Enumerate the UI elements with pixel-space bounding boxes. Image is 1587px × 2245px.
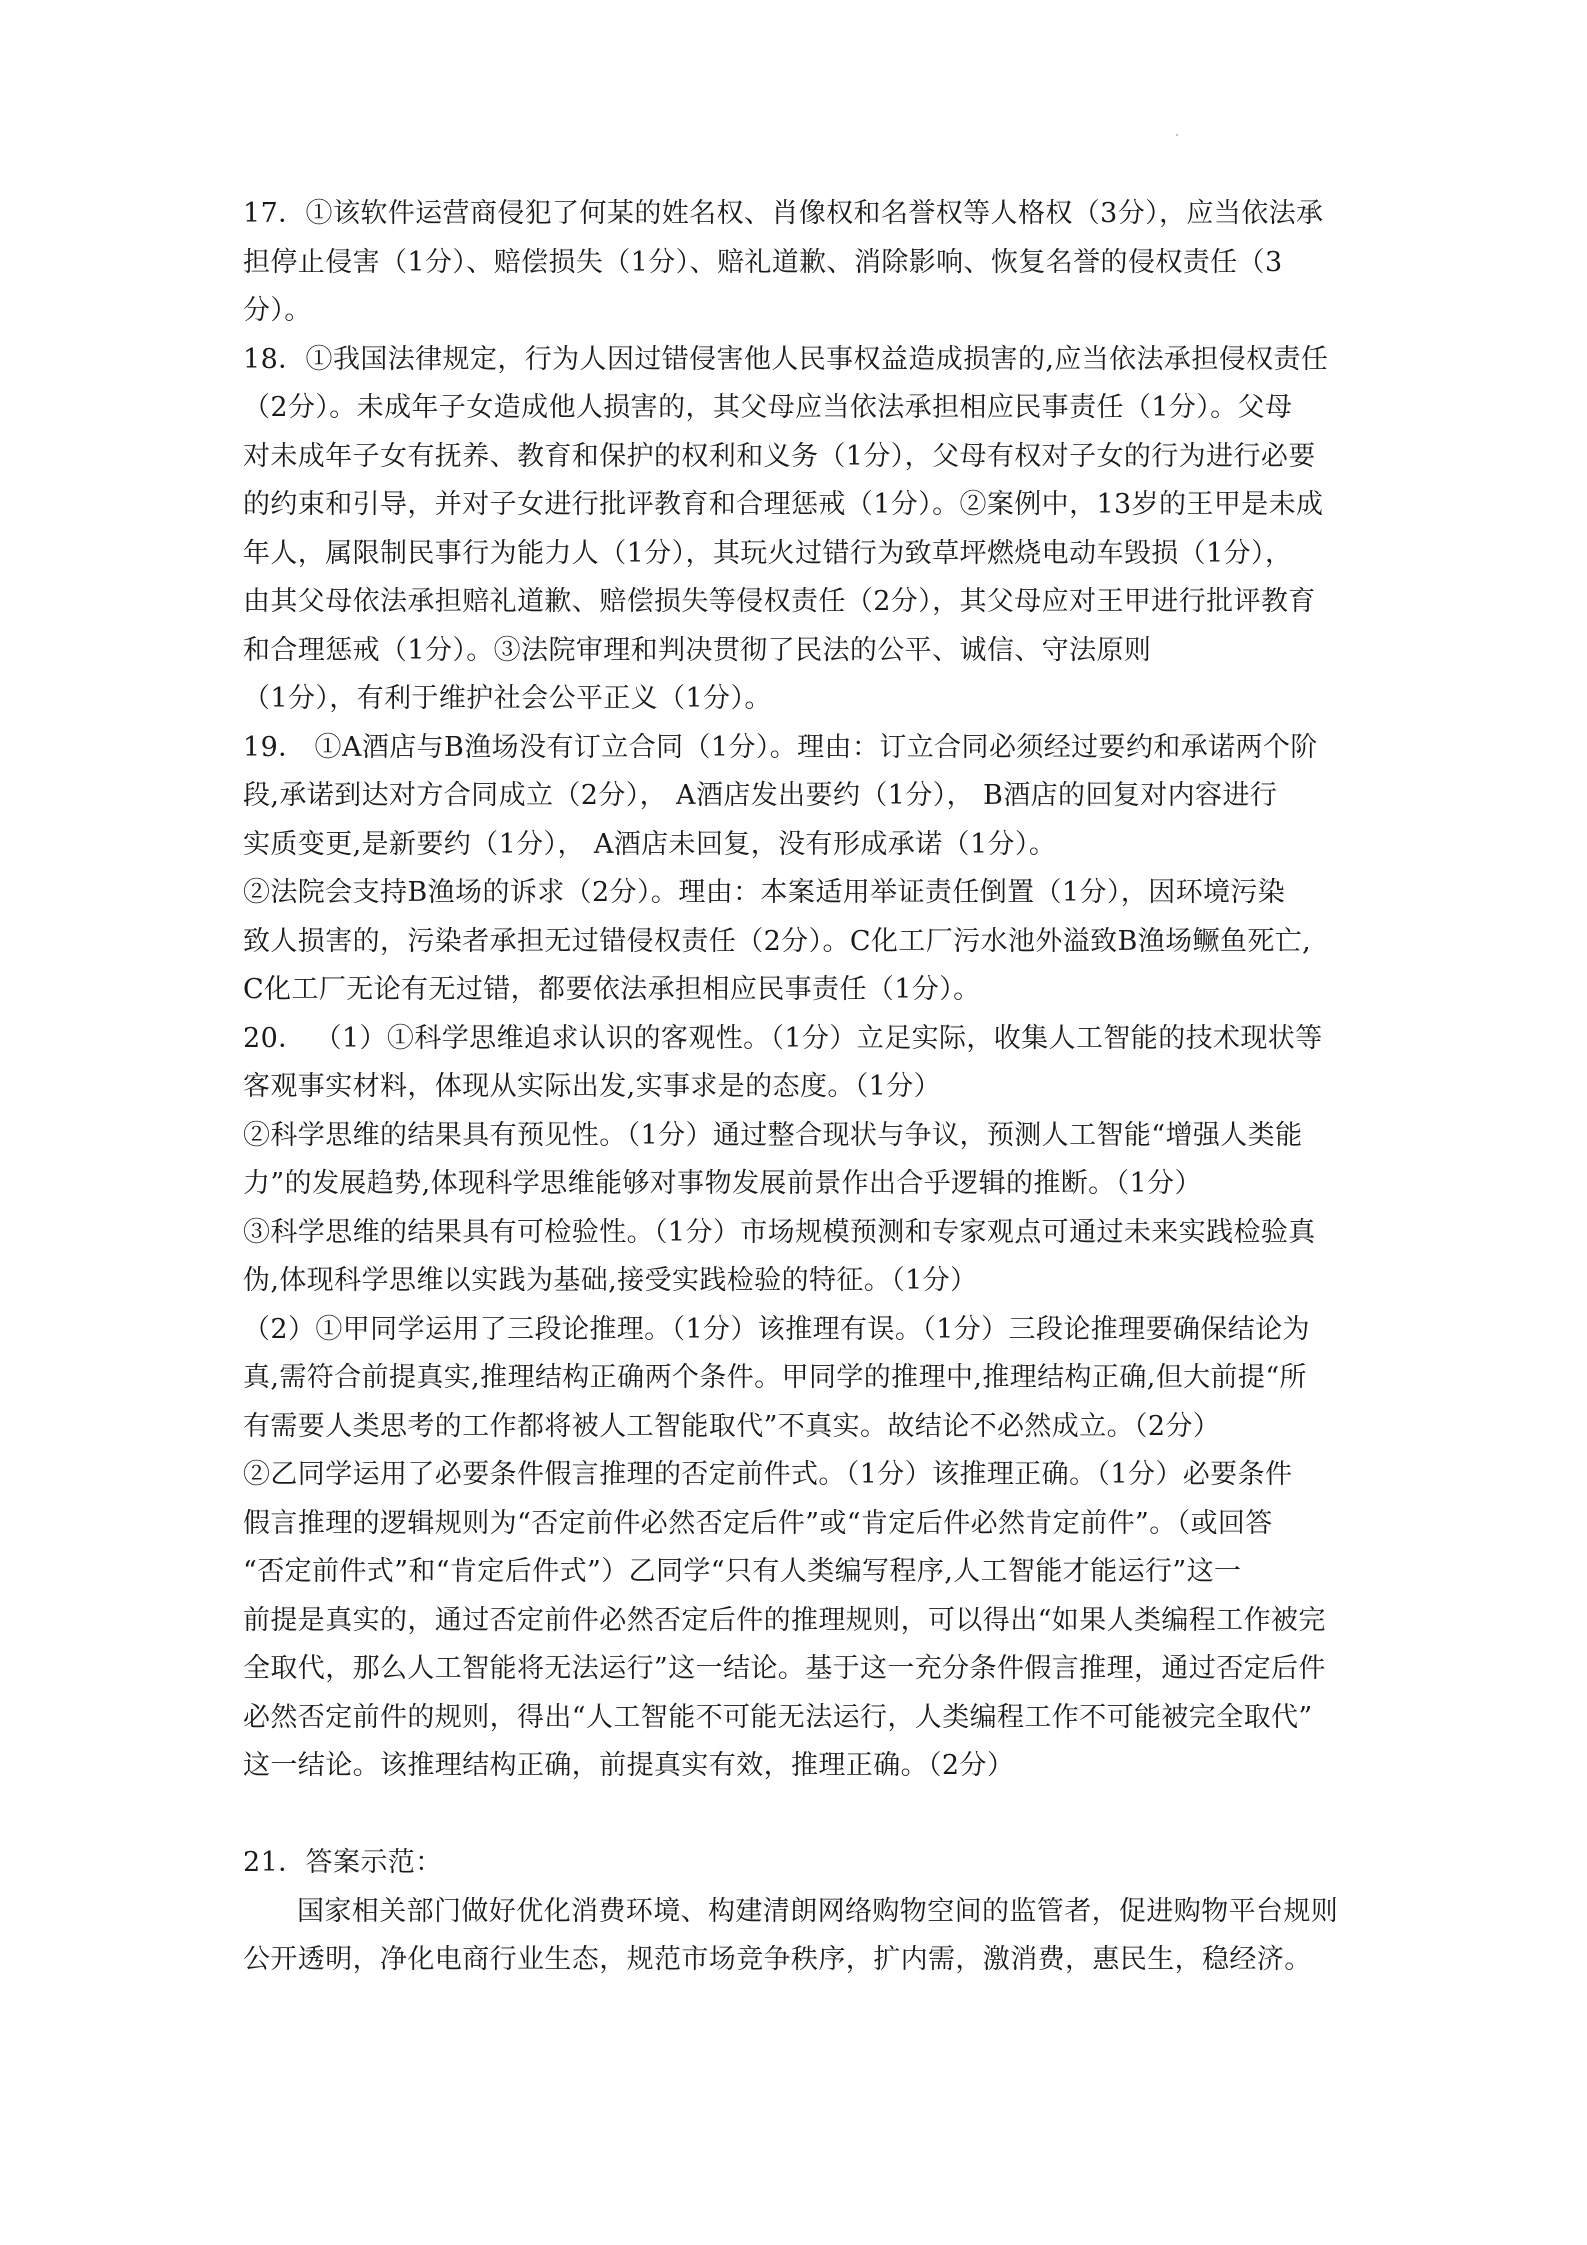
blank-gap <box>243 1791 1353 1840</box>
q18-line-2: （2分）。未成年子女造成他人损害的，其父母应当依法承担相应民事责任（1分）。父母 <box>243 392 1293 423</box>
q20-line-9: 有需要人类思考的工作都将被人工智能取代”不真实。故结论不必然成立。（2分） <box>243 1410 1221 1442</box>
q20-line-7: （2）①甲同学运用了三段论推理。（1分）该推理有误。（1分）三段论推理要确保结论为 <box>243 1313 1310 1345</box>
q19-line-1: 19． ①A酒店与B渔场没有订立合同（1分）。理由：订立合同必须经过要约和承诺两个阶 <box>243 731 1318 763</box>
q20-line-3: ②科学思维的结果具有预见性。（1分）通过整合现状与争议，预测人工智能“增强人类能 <box>243 1119 1303 1151</box>
q19-line-5: 致人损害的，污染者承担无过错侵权责任（2分）。C化工厂污水池外溢致B渔场鳜鱼死亡, <box>243 925 1312 957</box>
q20-line-10: ②乙同学运用了必要条件假言推理的否定前件式。（1分）该推理正确。（1分）必要条件 <box>243 1459 1293 1490</box>
q20-line-8: 真,需符合前提真实,推理结构正确两个条件。甲同学的推理中,推理结构正确,但大前提“所 <box>243 1362 1307 1393</box>
q21-body-line-1: 国家相关部门做好优化消费环境、构建清朗网络购物空间的监管者，促进购物平台规则 <box>297 1895 1339 1927</box>
q17-line-1: 17．①该软件运营商侵犯了何某的姓名权、肖像权和名誉权等人格权（3分），应当依法承 <box>243 198 1324 229</box>
scan-dot <box>1176 134 1178 136</box>
q21-heading: 21．答案示范： <box>243 1847 443 1878</box>
q18-line-4: 的约束和引导，并对子女进行批评教育和合理惩戒（1分）。②案例中，13岁的王甲是未成 <box>243 489 1324 520</box>
q18-line-1: 18．①我国法律规定，行为人因过错侵害他人民事权益造成损害的,应当依法承担侵权责任 <box>243 343 1329 375</box>
q20-line-16: 这一结论。该推理结构正确，前提真实有效，推理正确。（2分） <box>243 1750 1015 1781</box>
q17-line-3: 分）。 <box>243 295 312 326</box>
q20-line-14: 全取代，那么人工智能将无法运行”这一结论。基于这一充分条件假言推理，通过否定后件 <box>243 1653 1326 1684</box>
q20-line-6: 伪,体现科学思维以实践为基础,接受实践检验的特征。（1分） <box>243 1265 978 1296</box>
answer-content <box>243 190 1353 1985</box>
q19-line-2: 段,承诺到达对方合同成立（2分）， A酒店发出要约（1分）， B酒店的回复对内容进行 <box>243 780 1278 811</box>
q18-line-7: 和合理惩戒（1分）。③法院审理和判决贯彻了民法的公平、诚信、守法原则 <box>243 634 1152 666</box>
q19-line-6: C化工厂无论有无过错，都要依法承担相应民事责任（1分）。 <box>243 974 981 1005</box>
q20-line-4: 力”的发展趋势,体现科学思维能够对事物发展前景作出合乎逻辑的推断。（1分） <box>243 1168 1202 1199</box>
q19-line-4: ②法院会支持B渔场的诉求（2分）。理由：本案适用举证责任倒置（1分），因环境污染 <box>243 877 1286 908</box>
q18-line-6: 由其父母依法承担赔礼道歉、赔偿损失等侵权责任（2分），其父母应对王甲进行批评教育 <box>243 586 1316 617</box>
q18-line-8: （1分），有利于维护社会公平正义（1分）。 <box>243 683 772 714</box>
q18-line-5: 年人，属限制民事行为能力人（1分），其玩火过错行为致草坪燃烧电动车毁损（1分）， <box>243 537 1293 569</box>
q20-line-11: 假言推理的逻辑规则为“否定前件必然否定后件”或“肯定后件必然肯定前件”。（或回答 <box>243 1507 1273 1539</box>
q20-line-15: 必然否定前件的规则，得出“人工智能不可能无法运行，人类编程工作不可能被完全取代” <box>243 1701 1313 1733</box>
q20-line-2: 客观事实材料，体现从实际出发,实事求是的态度。（1分） <box>243 1071 942 1102</box>
q20-line-1: 20． （1）①科学思维追求认识的客观性。（1分）立足实际，收集人工智能的技术现状等 <box>243 1022 1323 1054</box>
q21-body-line-2: 公开透明，净化电商行业生态，规范市场竞争秩序，扩内需，激消费，惠民生，稳经济。 <box>243 1944 1312 1975</box>
q18-line-3: 对未成年子女有抚养、教育和保护的权利和义务（1分），父母有权对子女的行为进行必要 <box>243 440 1316 472</box>
q20-line-13: 前提是真实的，通过否定前件必然否定后件的推理规则，可以得出“如果人类编程工作被完 <box>243 1604 1326 1636</box>
q17-line-2: 担停止侵害（1分）、赔偿损失（1分）、赔礼道歉、消除影响、恢复名誉的侵权责任（3 <box>243 246 1283 278</box>
q20-line-5: ③科学思维的结果具有可检验性。（1分）市场规模预测和专家观点可通过未来实践检验真 <box>243 1216 1316 1248</box>
q19-line-3: 实质变更,是新要约（1分）， A酒店未回复，没有形成承诺（1分）。 <box>243 828 1057 860</box>
q20-line-12: “否定前件式”和“肯定后件式”）乙同学“只有人类编写程序,人工智能才能运行”这一 <box>243 1556 1242 1587</box>
